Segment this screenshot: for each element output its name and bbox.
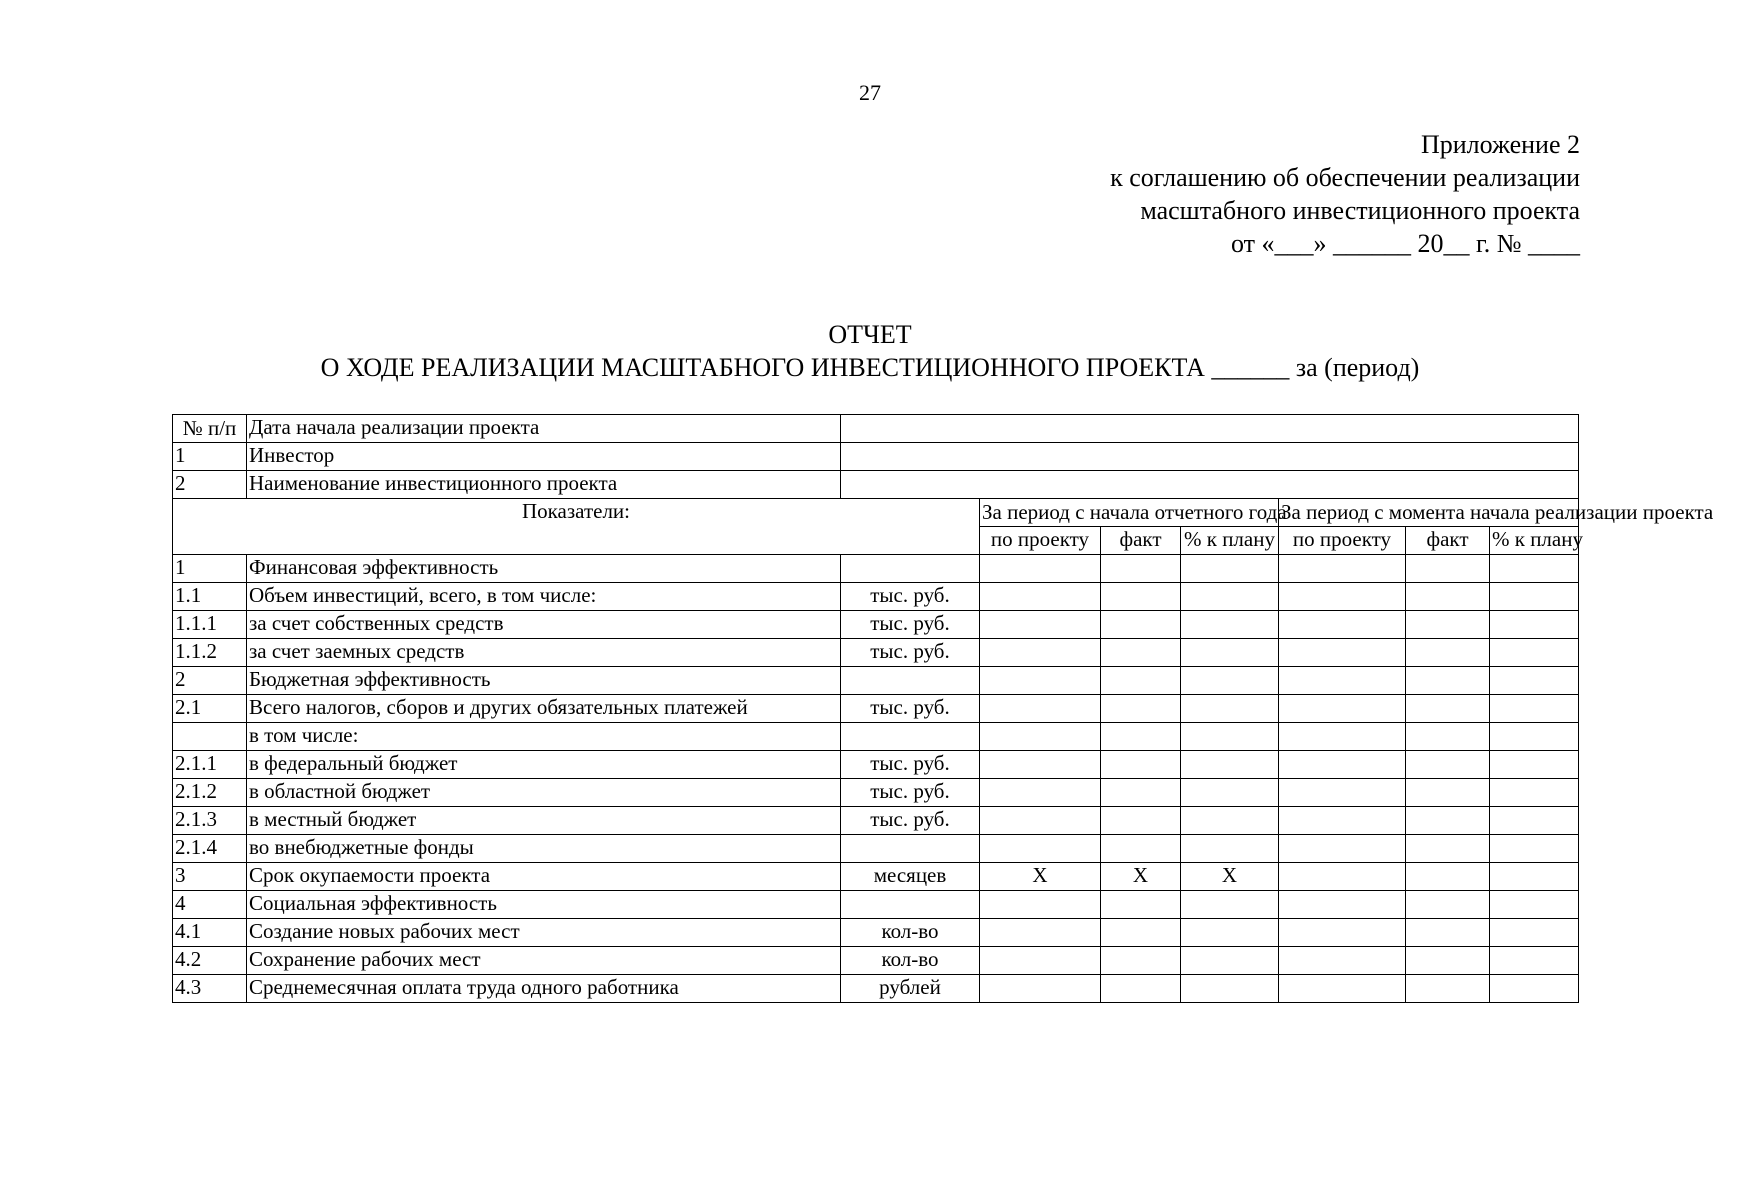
row-value xyxy=(1181,695,1279,723)
row-value xyxy=(1101,891,1181,919)
col-pct-header: % к плану xyxy=(1181,527,1279,555)
row-unit xyxy=(841,555,980,583)
row-unit xyxy=(841,891,980,919)
row-value xyxy=(1406,583,1490,611)
row-value xyxy=(1406,863,1490,891)
row-value: X xyxy=(1101,863,1181,891)
row-number: 3 xyxy=(173,863,247,891)
report-title-line-2: О ХОДЕ РЕАЛИЗАЦИИ МАСШТАБНОГО ИНВЕСТИЦИОННОГО ПРОЕКТА ______ за (период) xyxy=(320,353,1420,382)
row-value xyxy=(1279,639,1406,667)
table-row-project-name xyxy=(173,471,1579,499)
row-label: в федеральный бюджет xyxy=(247,751,841,779)
row-label: Объем инвестиций, всего, в том числе: xyxy=(247,583,841,611)
row-value xyxy=(1406,807,1490,835)
row-value xyxy=(1101,807,1181,835)
table-row xyxy=(173,863,1579,891)
row-value xyxy=(1101,639,1181,667)
row-value xyxy=(980,667,1101,695)
appendix-line-2: к соглашению об обеспечении реализации xyxy=(1110,163,1580,192)
row-value xyxy=(1279,583,1406,611)
row-number: 4 xyxy=(173,891,247,919)
row-label: Социальная эффективность xyxy=(247,891,841,919)
row-number: 1.1.1 xyxy=(173,611,247,639)
table-row xyxy=(173,779,1579,807)
row-label: Бюджетная эффективность xyxy=(247,667,841,695)
row-unit xyxy=(841,835,980,863)
row-value xyxy=(1490,919,1579,947)
row-number: 2.1 xyxy=(173,695,247,723)
row-unit: тыс. руб. xyxy=(841,611,980,639)
row-value xyxy=(1406,835,1490,863)
row-value xyxy=(1101,975,1181,1003)
row-value xyxy=(1101,779,1181,807)
row-value xyxy=(1181,807,1279,835)
row-value xyxy=(1279,835,1406,863)
row-value xyxy=(1406,667,1490,695)
row-value xyxy=(1101,835,1181,863)
row-unit: тыс. руб. xyxy=(841,695,980,723)
row-number: 2.1.4 xyxy=(173,835,247,863)
row-value xyxy=(1279,695,1406,723)
row-unit: тыс. руб. xyxy=(841,639,980,667)
investor-num: 1 xyxy=(173,443,247,471)
row-value xyxy=(1490,779,1579,807)
row-value xyxy=(1490,751,1579,779)
table-row xyxy=(173,975,1579,1003)
table-row xyxy=(173,555,1579,583)
row-value xyxy=(1279,723,1406,751)
row-value xyxy=(1490,639,1579,667)
row-value xyxy=(980,835,1101,863)
row-value xyxy=(1490,611,1579,639)
row-number: 4.1 xyxy=(173,919,247,947)
project-num: 2 xyxy=(173,471,247,499)
row-value xyxy=(1279,975,1406,1003)
col-pct-header: % к плану xyxy=(1490,527,1579,555)
row-unit xyxy=(841,723,980,751)
row-value xyxy=(1101,695,1181,723)
row-unit: тыс. руб. xyxy=(841,583,980,611)
row-value xyxy=(980,611,1101,639)
row-value xyxy=(980,919,1101,947)
col-fact-header: факт xyxy=(1101,527,1181,555)
row-value xyxy=(1279,947,1406,975)
row-value xyxy=(1490,555,1579,583)
row-unit: рублей xyxy=(841,975,980,1003)
num-header: № п/п xyxy=(173,415,247,443)
investor-value xyxy=(841,443,1579,471)
report-title-line-1: ОТЧЕТ xyxy=(828,320,912,349)
row-number: 4.2 xyxy=(173,947,247,975)
row-value: X xyxy=(980,863,1101,891)
table-row xyxy=(173,583,1579,611)
table-row-investor xyxy=(173,443,1579,471)
row-value xyxy=(1181,611,1279,639)
row-number: 1.1.2 xyxy=(173,639,247,667)
table-row xyxy=(173,891,1579,919)
row-number: 1 xyxy=(173,555,247,583)
report-table xyxy=(172,414,1714,1003)
row-label: Создание новых рабочих мест xyxy=(247,919,841,947)
row-label: в том числе: xyxy=(247,723,841,751)
row-value xyxy=(1279,611,1406,639)
row-unit xyxy=(841,667,980,695)
row-number: 2.1.2 xyxy=(173,779,247,807)
row-label: в областной бюджет xyxy=(247,779,841,807)
row-value xyxy=(1101,919,1181,947)
start-date-value xyxy=(841,415,1579,443)
row-value xyxy=(1101,947,1181,975)
row-value xyxy=(1406,975,1490,1003)
investor-label: Инвестор xyxy=(247,443,841,471)
row-value xyxy=(1101,667,1181,695)
row-value xyxy=(980,975,1101,1003)
row-value: X xyxy=(1181,863,1279,891)
table-row xyxy=(173,639,1579,667)
row-value xyxy=(980,555,1101,583)
col-plan-header: по проекту xyxy=(1279,527,1406,555)
row-value xyxy=(1181,891,1279,919)
row-value xyxy=(1490,667,1579,695)
appendix-note xyxy=(1110,128,1580,260)
row-value xyxy=(1181,723,1279,751)
row-number: 2.1.3 xyxy=(173,807,247,835)
row-value xyxy=(1181,639,1279,667)
row-value xyxy=(1406,555,1490,583)
row-value xyxy=(1279,555,1406,583)
row-label: Всего налогов, сборов и других обязательных платежей xyxy=(247,695,841,723)
row-value xyxy=(980,723,1101,751)
row-unit: кол-во xyxy=(841,947,980,975)
row-value xyxy=(980,751,1101,779)
table-row xyxy=(173,835,1579,863)
start-date-label: Дата начала реализации проекта xyxy=(247,415,841,443)
row-unit: тыс. руб. xyxy=(841,807,980,835)
row-label: Среднемесячная оплата труда одного работника xyxy=(247,975,841,1003)
row-value xyxy=(1279,891,1406,919)
row-value xyxy=(980,583,1101,611)
row-value xyxy=(980,695,1101,723)
row-number: 2 xyxy=(173,667,247,695)
row-label: за счет заемных средств xyxy=(247,639,841,667)
row-value xyxy=(1279,863,1406,891)
row-number: 1.1 xyxy=(173,583,247,611)
row-label: Сохранение рабочих мест xyxy=(247,947,841,975)
appendix-line-1: Приложение 2 xyxy=(1420,130,1580,159)
row-value xyxy=(1181,751,1279,779)
row-label: Срок окупаемости проекта xyxy=(247,863,841,891)
row-label: Финансовая эффективность xyxy=(247,555,841,583)
table-row xyxy=(173,807,1579,835)
row-value xyxy=(1490,891,1579,919)
table-header-groups xyxy=(173,499,1579,527)
report-title xyxy=(0,318,1740,384)
row-value xyxy=(1101,611,1181,639)
row-value xyxy=(1279,751,1406,779)
row-value xyxy=(1101,723,1181,751)
indicators-header: Показатели: xyxy=(173,499,980,555)
row-value xyxy=(1101,555,1181,583)
row-value xyxy=(980,891,1101,919)
row-value xyxy=(1490,807,1579,835)
row-value xyxy=(1406,751,1490,779)
col-fact-header: факт xyxy=(1406,527,1490,555)
group-header-year: За период с начала отчетного года xyxy=(980,499,1279,527)
row-label: во внебюджетные фонды xyxy=(247,835,841,863)
row-value xyxy=(1406,723,1490,751)
row-value xyxy=(1490,975,1579,1003)
row-value xyxy=(1406,947,1490,975)
row-number: 2.1.1 xyxy=(173,751,247,779)
row-value xyxy=(1406,611,1490,639)
row-value xyxy=(1279,919,1406,947)
row-value xyxy=(1181,583,1279,611)
row-value xyxy=(1490,723,1579,751)
col-plan-header: по проекту xyxy=(980,527,1101,555)
table-row xyxy=(173,751,1579,779)
row-value xyxy=(1406,695,1490,723)
row-value xyxy=(1279,807,1406,835)
row-value xyxy=(1490,835,1579,863)
row-value xyxy=(1279,779,1406,807)
row-value xyxy=(1101,751,1181,779)
row-value xyxy=(1406,639,1490,667)
row-value xyxy=(1181,779,1279,807)
row-value xyxy=(1490,695,1579,723)
table-row xyxy=(173,667,1579,695)
row-value xyxy=(1181,947,1279,975)
table-row xyxy=(173,947,1579,975)
table-row-start-date xyxy=(173,415,1579,443)
group-header-total: За период с момента начала реализации проекта xyxy=(1279,499,1579,527)
row-value xyxy=(1101,583,1181,611)
row-value xyxy=(1181,975,1279,1003)
page-number: 27 xyxy=(859,80,881,105)
row-label: за счет собственных средств xyxy=(247,611,841,639)
table-row xyxy=(173,919,1579,947)
row-value xyxy=(980,639,1101,667)
row-value xyxy=(1406,919,1490,947)
row-number xyxy=(173,723,247,751)
row-value xyxy=(1490,947,1579,975)
table-row xyxy=(173,611,1579,639)
appendix-line-4: от «___» ______ 20__ г. № ____ xyxy=(1230,229,1580,258)
row-value xyxy=(1181,835,1279,863)
row-unit: тыс. руб. xyxy=(841,779,980,807)
row-value xyxy=(1181,919,1279,947)
row-value xyxy=(1279,667,1406,695)
project-label: Наименование инвестиционного проекта xyxy=(247,471,841,499)
table-row xyxy=(173,723,1579,751)
row-label: в местный бюджет xyxy=(247,807,841,835)
row-value xyxy=(1181,667,1279,695)
row-number: 4.3 xyxy=(173,975,247,1003)
row-unit: месяцев xyxy=(841,863,980,891)
row-value xyxy=(980,947,1101,975)
row-value xyxy=(1181,555,1279,583)
row-value xyxy=(980,807,1101,835)
appendix-line-3: масштабного инвестиционного проекта xyxy=(1140,196,1580,225)
row-unit: кол-во xyxy=(841,919,980,947)
table-row xyxy=(173,695,1579,723)
project-value xyxy=(841,471,1579,499)
row-value xyxy=(1406,779,1490,807)
row-value xyxy=(1490,863,1579,891)
row-value xyxy=(980,779,1101,807)
row-unit: тыс. руб. xyxy=(841,751,980,779)
row-value xyxy=(1490,583,1579,611)
row-value xyxy=(1406,891,1490,919)
